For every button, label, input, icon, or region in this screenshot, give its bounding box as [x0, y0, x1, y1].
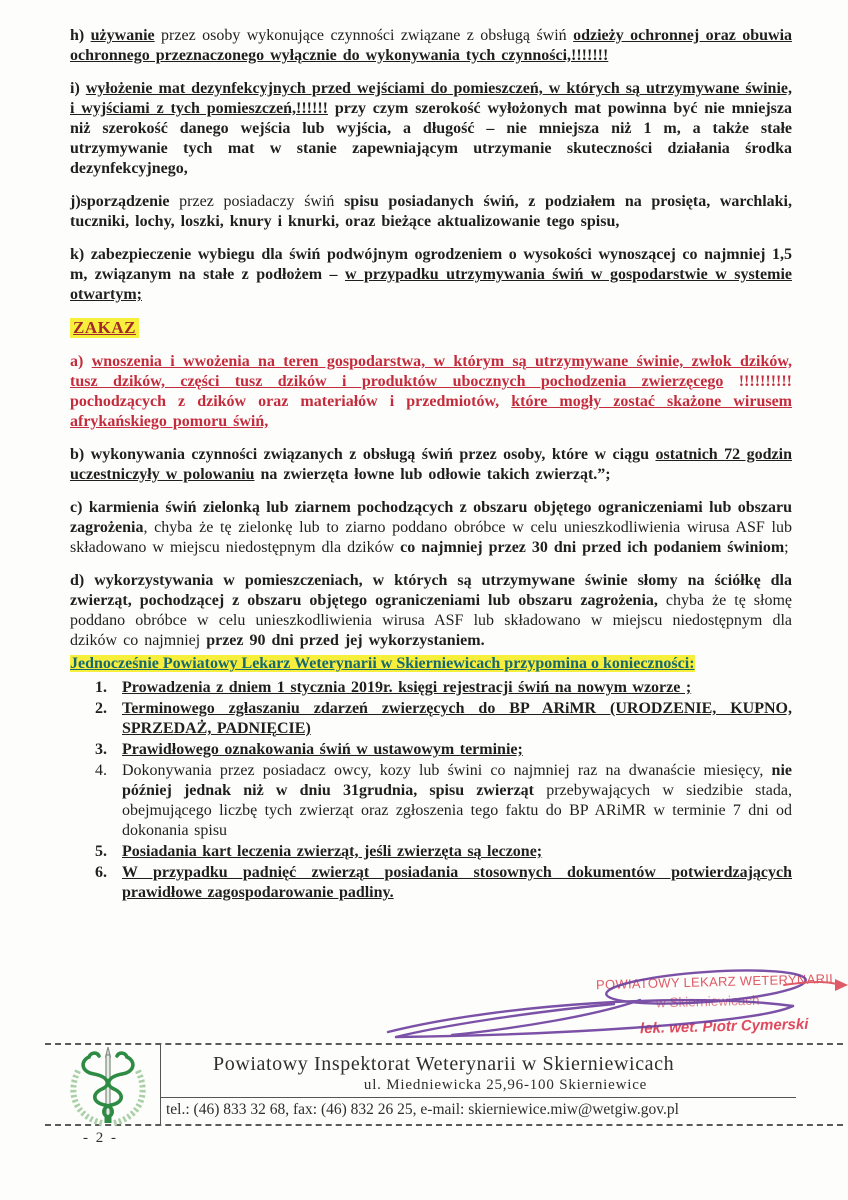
- list-item-5: [70, 842, 792, 862]
- list-item-4-number: 4.: [95, 762, 107, 779]
- zakaz-heading: ZAKAZ: [70, 318, 139, 338]
- paragraph-i: [70, 79, 792, 179]
- prohibition-d: [70, 571, 792, 651]
- prohibition-c-emphasis-2: co najmniej przez 30 dni przed ich podaniem świniom: [400, 539, 785, 556]
- list-item-4-text-2: przebywających w siedzibie stada, obejmującego liczbę tych zwierząt oraz zgłoszenia tego faktu do BP ARiMR w terminie 7 dni od dokonania spisu: [122, 782, 792, 839]
- footer-address: ul. Miedniewicka 25,96-100 Skierniewice: [363, 1077, 648, 1093]
- list-item-3: [70, 740, 792, 760]
- paragraph-h-text: przez osoby wykonujące czynności związane z obsługą świń: [154, 27, 574, 44]
- paragraph-h: [70, 26, 792, 66]
- list-item-3-number: 3.: [95, 741, 107, 758]
- list-item-4: [70, 761, 792, 841]
- list-item-6-text: W przypadku padnięć zwierząt posiadania stosownych dokumentów potwierdzających prawidłowe zagospodarowanie padliny.: [122, 864, 792, 901]
- prohibition-d-text: chyba że tę słomę poddano obróbce w celu unieszkodliwienia wirusa ASF lub składowano w miejscu niedostępnym dla dzików co najmniej: [70, 592, 793, 649]
- list-item-1-text: Prowadzenia z dniem 1 stycznia 2019r. księgi rejestracji świń na nowym wzorze ;: [122, 679, 692, 696]
- prohibition-a: [70, 352, 792, 432]
- list-item-4-emphasis: nie później jednak niż w dniu 31grudnia, spisu zwierząt: [122, 762, 792, 799]
- prohibition-c-text: , chyba że tę zielonkę lub to ziarno poddano obróbce w celu unieszkodliwienia wirusa ASF lub składowano w miejscu niedostępnym dla dzików: [70, 519, 792, 556]
- prohibition-a-text: !!!!!!!!!! pochodzących z dzików oraz materiałów i przedmiotów,: [70, 373, 793, 410]
- paragraph-k-emphasis: w przypadku utrzymywania świń w gospodarstwie w systemie otwartym;: [70, 266, 792, 303]
- paragraph-j-text: przez posiadaczy świń: [169, 193, 345, 210]
- document-body: [70, 26, 792, 904]
- paragraph-j-marker: j)sporządzenie: [70, 193, 170, 210]
- prohibition-b-text-1: b) wykonywania czynności związanych z obsługą świń przez osoby, które w ciągu: [70, 446, 656, 463]
- list-item-6-number: 6.: [95, 864, 107, 881]
- prohibition-b-emphasis: ostatnich 72 godzin uczestniczyły w polowaniu: [70, 446, 792, 483]
- prohibition-d-emphasis-2: przez 90 dni przed jej wykorzystaniem.: [206, 632, 485, 649]
- stamp-title: POWIATOWY LEKARZ WETERYNARII: [595, 971, 834, 993]
- paragraph-i-emphasis: wyłożenie mat dezynfekcyjnych przed wejściami do pomieszczeń, w których są utrzymywane świnie, i wyjściami z tych pomieszczeń,!!!!!!: [70, 80, 793, 117]
- footer-org-name: Powiatowy Inspektorat Weterynarii w Skierniewicach: [213, 1053, 675, 1075]
- stamp-location: w Skierniewicach: [655, 992, 760, 1011]
- paragraph-j: [70, 192, 792, 232]
- paragraph-h-marker: h): [70, 27, 91, 44]
- reminder-heading-row: [70, 653, 792, 675]
- paragraph-i-text: przy czym szerokość wyłożonych mat powinna być nie mniejsza niż szerokość danego wejścia lub wyjścia, a długość – nie mniejsza niż 1 m, a także stałe utrzymywanie tych mat w stanie zapewniającym utrzymanie skuteczności działania środka dezynfekcyjnego,: [70, 100, 793, 177]
- footer-bottom-divider: [45, 1124, 843, 1126]
- paragraph-h-emphasis-1: używanie: [90, 27, 155, 44]
- footer-top-divider: [45, 1043, 843, 1045]
- paragraph-k: [70, 245, 792, 305]
- reminder-list: [70, 678, 792, 903]
- paragraph-k-text: k) zabezpieczenie wybiegu dla świń podwójnym ogrodzeniem o wysokości wynoszącej co najmniej 1,5 m, związanym na stałe z podłożem –: [70, 246, 792, 283]
- list-item-3-text: Prawidłowego oznakowania świń w ustawowym terminie;: [122, 741, 523, 758]
- list-item-5-text: Posiadania kart leczenia zwierząt, jeśli zwierzęta są leczone;: [122, 843, 543, 860]
- prohibition-c-tail: ;: [784, 539, 789, 556]
- stamp-signer-name: lek. wet. Piotr Cymerski: [639, 1015, 809, 1038]
- prohibition-c-emphasis-1: c) karmienia świń zielonką lub ziarnem pochodzących z obszaru objętego ograniczeniami lub obszaru zagrożenia: [70, 499, 792, 536]
- list-item-4-text-1: Dokonywania przez posiadacz owcy, kozy lub świni co najmniej raz na dwanaście miesięcy,: [122, 762, 772, 779]
- zakaz-section-heading-row: [70, 318, 792, 338]
- prohibition-a-emphasis-1: wnoszenia i wwożenia na teren gospodarstwa, w którym są utrzymywane świnie, zwłok dzików, tusz dzików, części tusz dzików i produktów ubocznych pochodzenia zwierzęcego: [70, 353, 793, 390]
- prohibition-c: [70, 498, 792, 558]
- prohibition-a-marker: a): [70, 353, 92, 370]
- list-item-6: [70, 863, 792, 903]
- footer-vertical-divider: [160, 1044, 161, 1124]
- list-item-1-number: 1.: [95, 679, 107, 696]
- prohibition-d-emphasis-1: d) wykorzystywania w pomieszczeniach, w których są utrzymywane świnie słomy na ściółkę dla zwierząt, pochodzącej z obszaru objętego ograniczeniami lub obszaru zagrożenia,: [70, 572, 792, 609]
- prohibition-a-emphasis-2: które mogły zostać skażone wirusem afrykańskiego pomoru świń,: [70, 393, 792, 430]
- footer-contact-divider: [160, 1097, 796, 1098]
- list-item-2-text: Terminowego zgłaszaniu zdarzeń zwierzęcych do BP ARiMR (URODZENIE, KUPNO, SPRZEDAŻ, PADNIĘCIE): [122, 700, 792, 737]
- paragraph-i-marker: i): [70, 80, 86, 97]
- list-item-4-text: [122, 761, 792, 841]
- footer-contact: tel.: (46) 833 32 68, fax: (46) 832 26 25, e-mail: skierniewice.miw@wetgiw.gov.pl: [166, 1101, 679, 1118]
- list-item-2: [70, 699, 792, 739]
- caduceus-icon: [58, 1047, 158, 1127]
- prohibition-b: [70, 445, 792, 485]
- list-item-2-number: 2.: [95, 700, 107, 717]
- prohibition-b-text-2: na zwierzęta łowne lub odłowie takich zwierząt.”;: [254, 466, 611, 483]
- paragraph-h-emphasis-2: odzieży ochronnej oraz obuwia ochronnego przeznaczonego wyłącznie do wykonywania tych czynności,!!!!!!!: [70, 27, 793, 64]
- list-item-5-number: 5.: [95, 843, 107, 860]
- page-number: - 2 -: [83, 1130, 118, 1146]
- paragraph-j-emphasis: spisu posiadanych świń, z podziałem na prosięta, warchlaki, tuczniki, lochy, loszki, knury i knurki, oraz bieżące aktualizowanie tego spisu,: [70, 193, 793, 230]
- list-item-1: [70, 678, 792, 698]
- reminder-heading: Jednocześnie Powiatowy Lekarz Weterynarii w Skierniewicach przypomina o konieczności:: [70, 655, 695, 672]
